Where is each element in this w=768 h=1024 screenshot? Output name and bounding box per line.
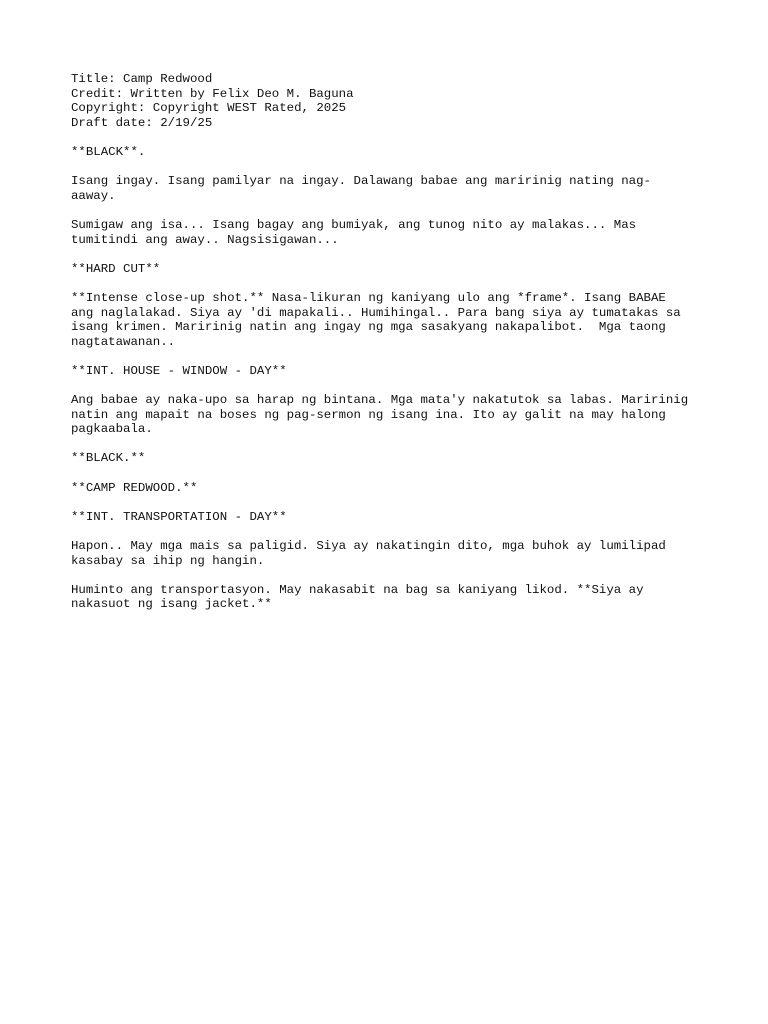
scene-heading: **BLACK.** bbox=[71, 451, 146, 466]
paragraph-scene-house bbox=[71, 364, 711, 379]
action-line: Sumigaw ang isa... Isang bagay ang bumiyak, ang tunog nito ay malakas... Mas bbox=[71, 217, 637, 232]
spacer bbox=[71, 160, 711, 175]
scene-heading: **BLACK**. bbox=[71, 144, 146, 159]
action-line: isang krimen. Maririnig natin ang ingay ng mga sasakyang nakapalibot. Mga taong bbox=[71, 320, 666, 335]
action-line: nakasuot ng isang jacket.** bbox=[71, 597, 272, 612]
paragraph-action-3 bbox=[71, 291, 711, 349]
spacer bbox=[71, 276, 711, 291]
spacer bbox=[71, 524, 711, 539]
action-line: natin ang mapait na boses ng pag-sermon ng isang ina. Ito ay galit na may halong bbox=[71, 407, 666, 422]
spacer bbox=[71, 568, 711, 583]
paragraph-scene-transportation bbox=[71, 510, 711, 525]
paragraph-black-1 bbox=[71, 145, 711, 160]
paragraph-action-6 bbox=[71, 583, 711, 612]
screenplay-page bbox=[71, 72, 711, 612]
action-line: tumitindi ang away.. Nagsisigawan... bbox=[71, 232, 339, 247]
spacer bbox=[71, 495, 711, 510]
transition-line: **HARD CUT** bbox=[71, 261, 161, 276]
copyright-line: Copyright: Copyright WEST Rated, 2025 bbox=[71, 101, 347, 116]
scene-heading: **INT. TRANSPORTATION - DAY** bbox=[71, 509, 287, 524]
action-line: Huminto ang transportasyon. May nakasabit na bag sa kaniyang likod. **Siya ay bbox=[71, 582, 644, 597]
spacer bbox=[71, 247, 711, 262]
scene-heading: **CAMP REDWOOD.** bbox=[71, 480, 198, 495]
action-line: Ang babae ay naka-upo sa harap ng bintana. Mga mata'y nakatutok sa labas. Maririnig bbox=[71, 393, 689, 408]
credit-line: Credit: Written by Felix Deo M. Baguna bbox=[71, 86, 354, 101]
paragraph-hard-cut bbox=[71, 262, 711, 277]
title-line: Title: Camp Redwood bbox=[71, 72, 213, 86]
spacer bbox=[71, 466, 711, 481]
paragraph-action-5 bbox=[71, 539, 711, 568]
action-line: ang naglalakad. Siya ay 'di mapakali.. Humihingal.. Para bang siya ay tumatakas sa bbox=[71, 305, 681, 320]
action-line: Hapon.. May mga mais sa paligid. Siya ay nakatingin dito, mga buhok ay lumilipad bbox=[71, 539, 666, 553]
paragraph-action-1 bbox=[71, 174, 711, 203]
action-line: kasabay sa ihip ng hangin. bbox=[71, 553, 265, 568]
action-line: nagtatawanan.. bbox=[71, 334, 176, 349]
spacer bbox=[71, 130, 711, 145]
action-line: pagkaabala. bbox=[71, 422, 153, 437]
spacer bbox=[71, 378, 711, 393]
paragraph-black-2 bbox=[71, 451, 711, 466]
action-line: Isang ingay. Isang pamilyar na ingay. Dalawang babae ang maririnig nating nag- bbox=[71, 174, 651, 189]
action-line: aaway. bbox=[71, 188, 116, 203]
scene-heading: **INT. HOUSE - WINDOW - DAY** bbox=[71, 363, 287, 378]
spacer bbox=[71, 437, 711, 452]
draft-date-line: Draft date: 2/19/25 bbox=[71, 115, 213, 130]
spacer bbox=[71, 203, 711, 218]
title-block bbox=[71, 72, 711, 130]
paragraph-camp-redwood bbox=[71, 481, 711, 496]
paragraph-action-2 bbox=[71, 218, 711, 247]
action-line: **Intense close-up shot.** Nasa-likuran ng kaniyang ulo ang *frame*. Isang BABAE bbox=[71, 290, 666, 305]
spacer bbox=[71, 349, 711, 364]
paragraph-action-4 bbox=[71, 393, 711, 437]
